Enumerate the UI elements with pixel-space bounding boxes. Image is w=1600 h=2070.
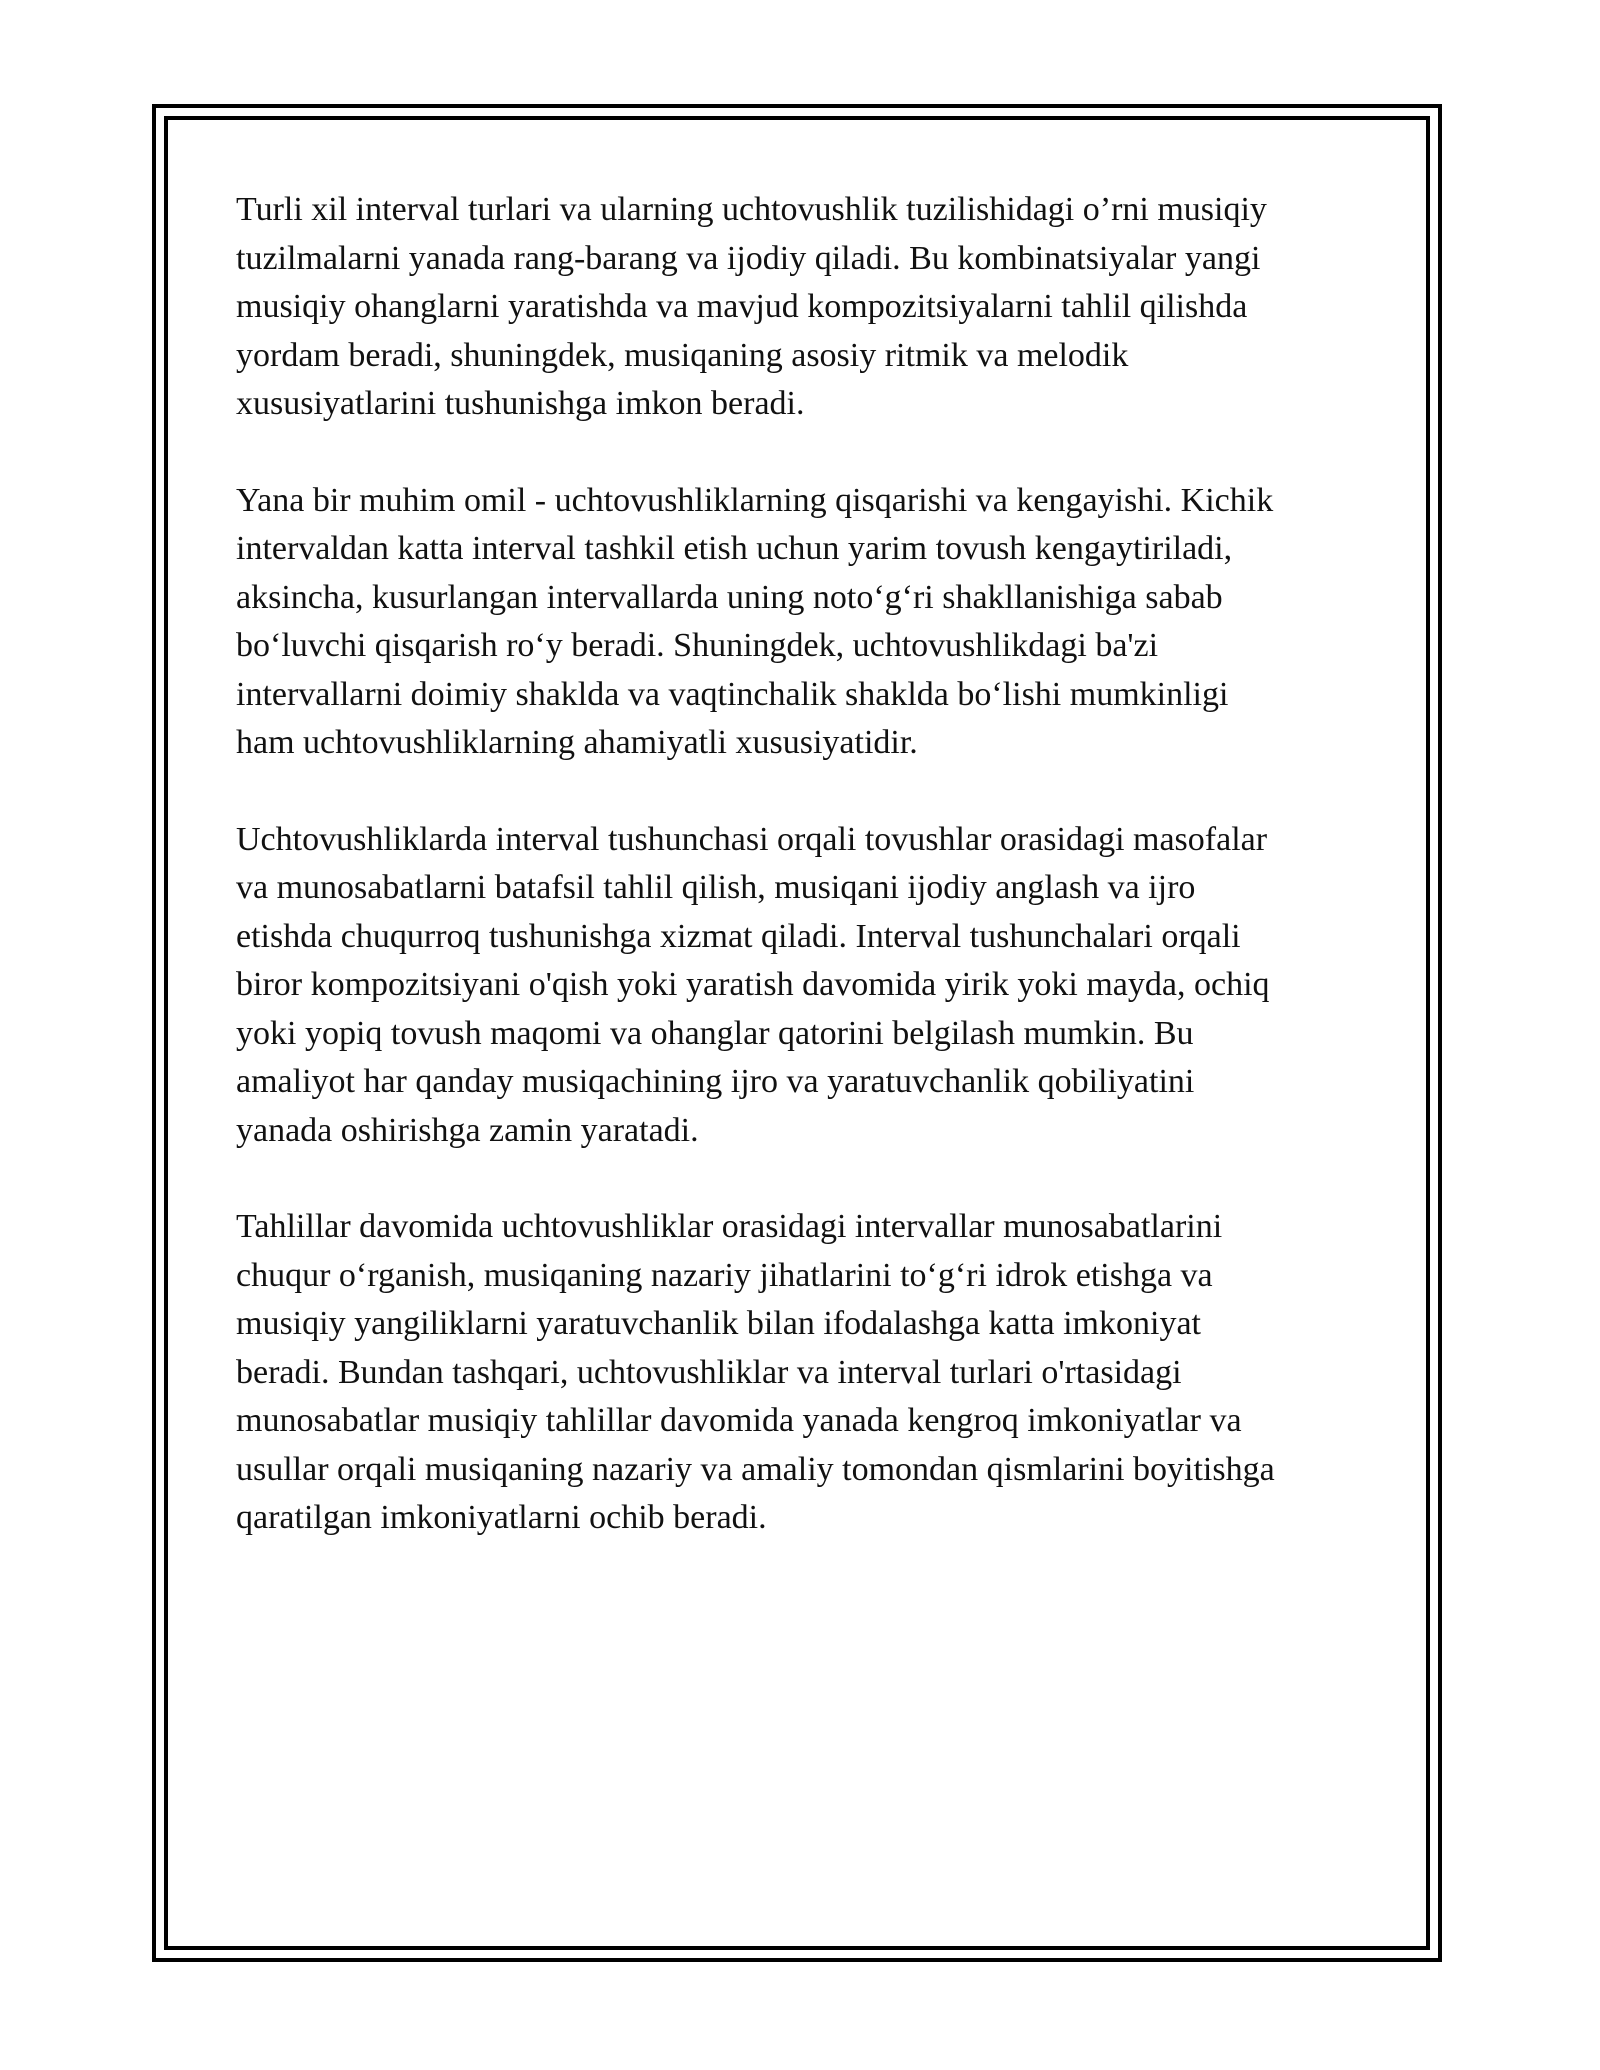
paragraph-3 (236, 816, 1366, 1156)
paragraph-2 (236, 477, 1366, 768)
paragraph-1-line-3: musiqiy ohanglarni yaratishda va mavjud kompozitsiyalarni tahlil qilishda (236, 288, 1248, 325)
paragraph-2-line-2: intervaldan katta interval tashkil etish uchun yarim tovush kengaytiriladi, (236, 530, 1233, 567)
paragraph-2-line-4: bo‘luvchi qisqarish ro‘y beradi. Shuningdek, uchtovushlikdagi ba'zi (236, 627, 1159, 664)
paragraph-4-line-4: beradi. Bundan tashqari, uchtovushliklar va interval turlari o'rtasidagi (236, 1353, 1182, 1391)
paragraph-4-line-1: Tahlillar davomida uchtovushliklar orasidagi intervallar munosabatlarini (236, 1208, 1223, 1245)
paragraph-1 (236, 186, 1366, 429)
paragraph-1-line-2: tuzilmalarni yanada rang-barang va ijodiy qiladi. Bu kombinatsiyalar yangi (236, 239, 1261, 277)
paragraph-3-line-4: biror kompozitsiyani o'qish yoki yaratish davomida yirik yoki mayda, ochiq (236, 966, 1270, 1003)
paragraph-4-line-5: munosabatlar musiqiy tahlillar davomida yanada kengroq imkoniyatlar va (236, 1402, 1242, 1439)
paragraph-3-line-7: yanada oshirishga zamin yaratadi. (236, 1111, 699, 1149)
paragraph-4-line-7: qaratilgan imkoniyatlarni ochib beradi. (236, 1499, 767, 1536)
paragraph-4 (236, 1203, 1366, 1543)
paragraph-3-line-3: etishda chuqurroq tushunishga xizmat qiladi. Interval tushunchalari orqali (236, 917, 1241, 955)
paragraph-1-line-4: yordam beradi, shuningdek, musiqaning asosiy ritmik va melodik (236, 336, 1129, 374)
paragraph-2-line-3: aksincha, kusurlangan intervallarda uning noto‘g‘ri shakllanishiga sabab (236, 578, 1223, 616)
paragraph-1-line-1: Turli xil interval turlari va ularning uchtovushlik tuzilishidagi o’rni musiqiy (236, 191, 1267, 228)
paragraph-4-line-3: musiqiy yangiliklarni yaratuvchanlik bilan ifodalashga katta imkoniyat (236, 1305, 1201, 1342)
paragraph-2-line-1: Yana bir muhim omil - uchtovushliklarning qisqarishi va kengayishi. Kichik (236, 481, 1274, 519)
paragraph-3-line-6: amaliyot har qanday musiqachining ijro va yaratuvchanlik qobiliyatini (236, 1063, 1195, 1100)
paragraph-3-line-1: Uchtovushliklarda interval tushunchasi orqali tovushlar orasidagi masofalar (236, 820, 1268, 858)
paragraph-2-line-6: ham uchtovushliklarning ahamiyatli xususiyatidir. (236, 724, 918, 761)
paragraph-4-line-2: chuqur o‘rganish, musiqaning nazariy jihatlarini to‘g‘ri idrok etishga va (236, 1256, 1213, 1294)
paragraph-4-line-6: usullar orqali musiqaning nazariy va amaliy tomondan qismlarini boyitishga (236, 1450, 1275, 1488)
paragraph-2-line-5: intervallarni doimiy shaklda va vaqtinchalik shaklda bo‘lishi mumkinligi (236, 675, 1229, 713)
document-body (236, 186, 1366, 1543)
paragraph-3-line-5: yoki yopiq tovush maqomi va ohanglar qatorini belgilash mumkin. Bu (236, 1014, 1194, 1052)
paragraph-3-line-2: va munosabatlarni batafsil tahlil qilish, musiqani ijodiy anglash va ijro (236, 869, 1196, 906)
paragraph-1-line-5: xususiyatlarini tushunishga imkon beradi. (236, 385, 805, 422)
